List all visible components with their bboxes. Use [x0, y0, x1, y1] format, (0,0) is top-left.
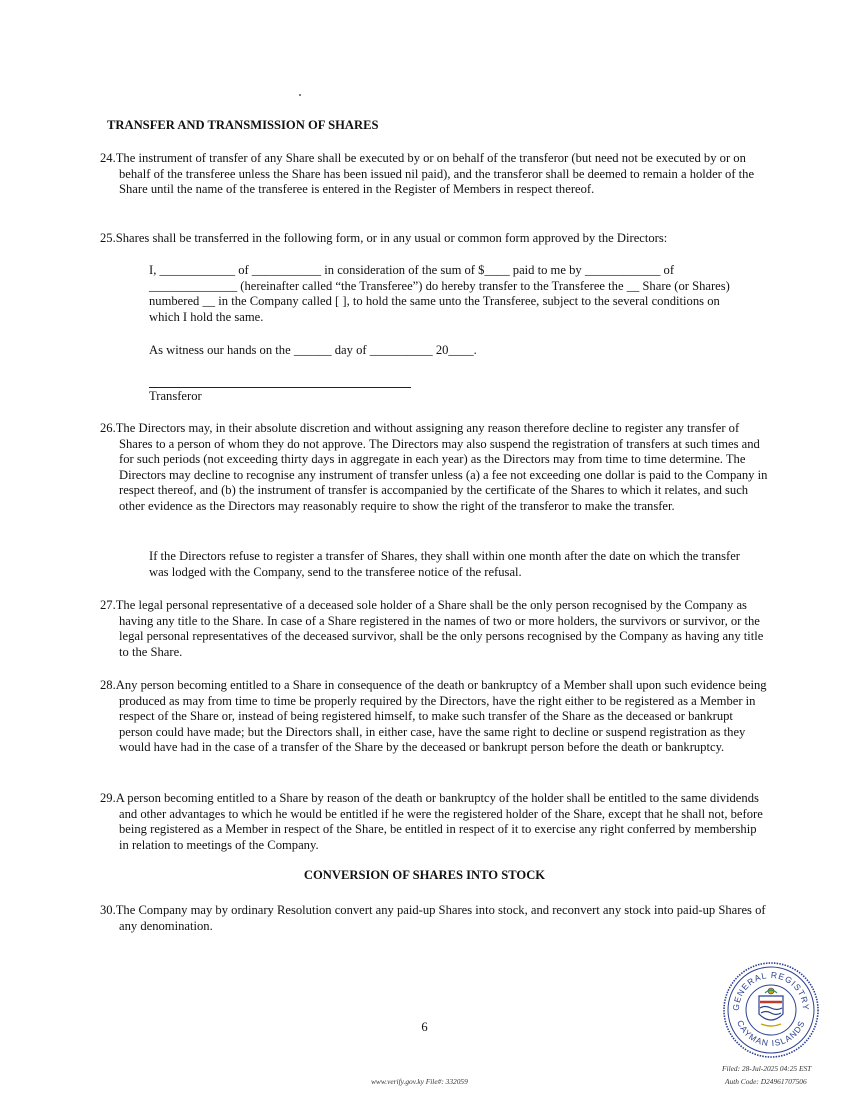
clause-26: 26.The Directors may, in their absolute discretion and without assigning any reason therefore decline to register any transfer of Shares to a person of whom they do not approve. The Directors may also suspend the registration of transfers at such times and for such periods (not exceeding thirty days in aggregate in each year) as the Directors may from time to time determine. The Directors may decline to recognise any instrument of transfer unless (a) a fee not exceeding one dollar is paid to the Company in respect thereof, and (b) the instrument of transfer is accompanied by the certificate of the Shares to which it relates, and such other evidence as the Directors may reasonably require to show the right of the transferor to make the transfer.	[100, 421, 768, 513]
svg-text:CAYMAN ISLANDS	[735, 1019, 807, 1048]
stray-dot	[299, 94, 301, 96]
clause-29: 29.A person becoming entitled to a Share by reason of the death or bankruptcy of the holder shall be entitled to the same dividends and other advantages to which he would be entitled if he were the registered holder of the Share, except that he shall not, before being registered as a Member in respect of the Share, be entitled in respect of it to exercise any right conferred by membership in relation to meetings of the Company.	[100, 791, 763, 852]
clause-30: 30.The Company may by ordinary Resolution convert any paid-up Shares into stock, and reconvert any stock into paid-up Shares of any denomination.	[100, 903, 766, 933]
coat-of-arms-icon	[759, 988, 783, 1026]
witness-line: As witness our hands on the ______ day of __________ 20____.	[149, 343, 477, 357]
clause-26-refusal: If the Directors refuse to register a transfer of Shares, they shall within one month after the date on which the transfer was lodged with the Company, send to the transferee notice of the refusal.	[149, 549, 740, 579]
general-registry-seal-icon	[721, 960, 821, 1060]
heading-conversion: CONVERSION OF SHARES INTO STOCK	[303, 868, 546, 882]
clause-24: 24.The instrument of transfer of any Share shall be executed by or on behalf of the transferor (but need not be executed by or on behalf of the transferee unless the Share has been issued nil paid), and the transferor shall be deemed to remain a holder of the Share until the name of the transferee is entered in the Register of Members in respect thereof.	[100, 151, 755, 197]
verify-url: www.verify.gov.ky File#: 332059	[371, 1077, 468, 1086]
clause-28: 28.Any person becoming entitled to a Share in consequence of the death or bankruptcy of a Member shall upon such evidence being produced as may from time to time be properly required by the Directors, have the right either to be registered as a Member in respect of the Share or, instead of being registered himself, to make such transfer of the Share as the deceased or bankrupt person could have made; but the Directors shall, in either case, have the same right to decline or suspend registration as they would have had in the case of a transfer of the Share by the deceased or bankrupt person before the death or bankruptcy.	[100, 678, 767, 755]
seal-bottom-text: CAYMAN ISLANDS	[735, 1018, 807, 1049]
transfer-form-text: I, ____________ of ___________ in consideration of the sum of $____ paid to me by ____________ of ______________ (hereinafter called “the Transferee”) do hereby transfer to the Transferee the __ Share (or Shares) numbered __ in the Company called [ ], to hold the same unto the Transferee, subject to the several conditions on which I hold the same.	[149, 263, 730, 324]
seal-top-text: GENERAL REGISTRY	[730, 969, 812, 1012]
clause-27: 27.The legal personal representative of a deceased sole holder of a Share shall be the only person recognised by the Company as having any title to the Share. In case of a Share registered in the names of two or more holders, the survivors or survivor, or the legal personal representatives of the deceased survivor, shall be the only persons recognised by the Company as having any title to the Share.	[100, 598, 764, 659]
heading-transfer-transmission: TRANSFER AND TRANSMISSION OF SHARES	[107, 118, 379, 132]
clause-25: 25.Shares shall be transferred in the following form, or in any usual or common form approved by the Directors:	[100, 231, 668, 245]
transferor-label: Transferor	[149, 389, 202, 403]
filed-date: Filed: 28-Jul-2025 04:25 EST	[722, 1064, 812, 1073]
auth-code: Auth Code: D24961707506	[725, 1077, 807, 1086]
page-number: 6	[421, 1020, 428, 1034]
signature-line	[149, 387, 411, 388]
